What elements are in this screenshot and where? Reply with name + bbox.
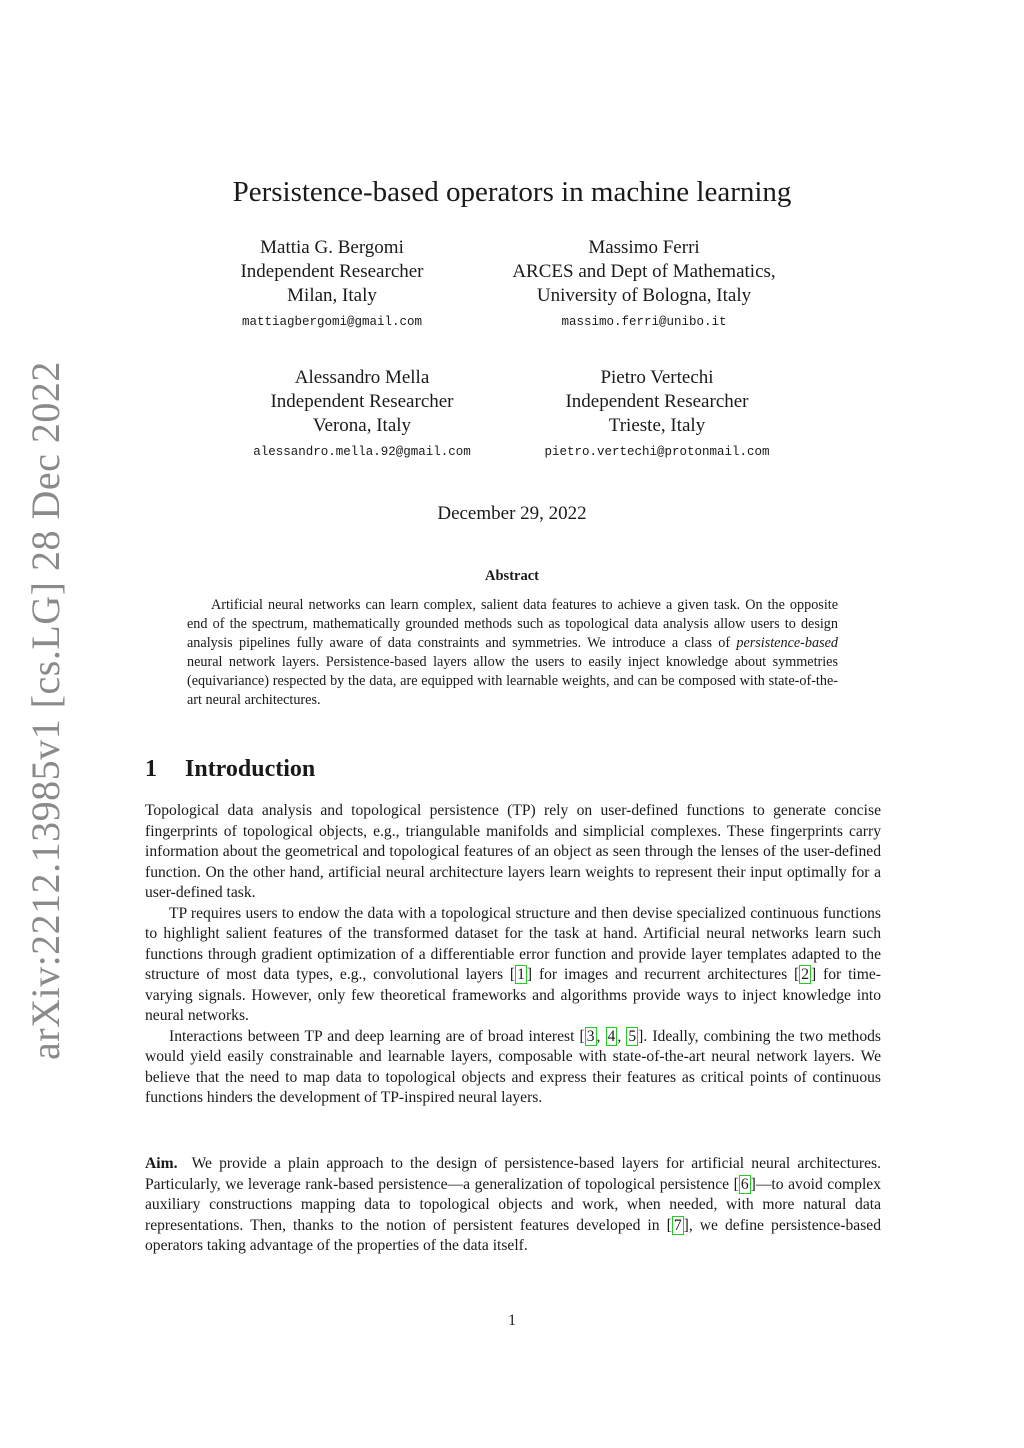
paragraph-2: TP requires users to endow the data with a topological structure and then devise specialized continuous functions to highlight salient features of the transformed dataset for the task at hand. Artificial neural networks learn such functions through gradient optimization of a differentiable error function and provide layer templates adapted to the structure of most data types, e.g., convolutional layers [ 1 ] for images and recurrent architectures [ 2 ] for time-varying signals. However, only few theoretical frameworks and algorithms provide ways to inject knowledge into neural networks. [145,904,881,1024]
abstract-text-part: Artificial neural networks can learn complex, salient data features to achieve a given task. On the opposite end of the spectrum, mathematically grounded methods such as topological data analysis allow users to design analysis pipelines fully aware of data constraints and symmetries. We introduce a class of [187,597,838,651]
aim-paragraph [145,1154,885,1257]
publication-date: December 29, 2022 [437,503,587,524]
citation-link[interactable]: 4 [607,1027,616,1045]
author-name: Massimo Ferri [588,237,700,258]
text-run: Interactions between TP and deep learning are of broad interest [ [169,1027,585,1045]
author-email[interactable]: massimo.ferri@unibo.it [561,315,727,329]
citation-link[interactable]: 1 [517,966,525,983]
author-email[interactable]: pietro.vertechi@protonmail.com [544,445,770,459]
paragraph-label: Aim. [145,1155,178,1172]
abstract-text [187,596,838,710]
section-number: 1 [145,756,157,782]
page-number: 1 [508,1312,516,1329]
text-run: for time-varying signals. However, only few theoretical frameworks and algorithms provide ways to inject knowledge into neural networks. [145,966,881,1024]
paper-title: Persistence-based operators in machine learning [232,176,792,208]
citation-link[interactable]: 5 [628,1027,637,1045]
author-location: Verona, Italy [312,415,412,436]
author-affiliation: Independent Researcher [270,391,454,412]
section-heading [145,756,315,783]
citation-link[interactable]: 7 [673,1216,682,1234]
separator: , [617,1027,627,1045]
author-location: University of Bologna, Italy [536,285,752,306]
text-run: —to avoid complex auxiliary constructions mapping data to topological objects and work, when needed, with more natural data representations. Then, thanks to the notion of persistent features developed in [145,1175,881,1234]
author-name: Pietro Vertechi [600,367,714,388]
author-block-3 [232,366,492,464]
author-email[interactable]: alessandro.mella.92@gmail.com [253,445,471,459]
citation-link[interactable]: 6 [740,1175,749,1193]
introduction-body [145,801,881,1109]
text-run: , we define persistence-based operators taking advantage of the properties of the data itself. [145,1216,881,1254]
author-name: Mattia G. Bergomi [260,237,404,258]
citation-link[interactable]: 2 [801,966,809,983]
separator: , [596,1027,606,1045]
author-affiliation: Independent Researcher [565,391,749,412]
paragraph-1: Topological data analysis and topological persistence (TP) rely on user-defined functions to generate concise fingerprints of topological objects, e.g., triangulable manifolds and simplicial complexes. These fingerprints carry information about the geometrical and topological features of an object as seen through the lenses of the user-defined function. On the other hand, artificial neural architecture layers learn weights to represent their input optimally for a user-defined task. [145,802,881,901]
paragraph-3 [145,1027,881,1109]
arxiv-identifier-stamp: arXiv:2212.13985v1 [cs.LG] 28 Dec 2022 [23,361,68,1060]
paragraph-4: Aim. We provide a plain approach to the design of persistence-based layers for artificial neural architectures. Particularly, we leverage rank-based persistence—a generalization of topological persistence [ 6 ]—to avoid complex auxiliary constructions mapping data to topological objects and work, when needed, with more natural data representations. Then, thanks to the notion of persistent features developed in [ 7 ], we define persistence-based operators taking advantage of the properties of the data itself. [145,1155,885,1254]
citation-link[interactable]: 3 [586,1027,595,1045]
text-run: ]. Ideally, combining the two methods would yield easily constrainable and learnable layers, composable with state-of-the-art neural network layers. We believe that the need to map data to topological objects and express their features as critical points of continuous functions hinders the development of TP-inspired neural layers. [145,1027,881,1106]
author-block-2 [484,236,804,334]
abstract-heading: Abstract [485,568,539,584]
text-run: for images and recurrent architectures [532,966,794,983]
text-run: We provide a plain approach to the design of persistence-based layers for artificial neural architectures. Particularly, we leverage rank-based persistence—a generalization of topological persistence [145,1155,885,1193]
author-block-1 [212,236,452,334]
text-run: TP requires users to endow the data with a topological structure and then devise specialized continuous functions to highlight salient features of the transformed dataset for the task at hand. Artificial neural networks learn such functions through gradient optimization of a differentiable error function and provide layer templates adapted to the structure of most data types, e.g., convolutional layers [145,904,881,983]
author-affiliation: ARCES and Dept of Mathematics, [512,261,776,282]
author-location: Milan, Italy [287,285,377,306]
section-title: Introduction [185,756,316,782]
author-affiliation: Independent Researcher [240,261,424,282]
author-location: Trieste, Italy [608,415,706,436]
author-block-4 [522,366,792,464]
abstract-text-part: neural network layers. Persistence-based layers allow the users to easily inject knowledge about symmetries (equivariance) respected by the data, are equipped with learnable weights, and can be composed with state-of-the-art neural architectures. [187,654,838,708]
abstract-emphasis: persistence-based [736,635,838,651]
author-name: Alessandro Mella [294,367,430,388]
author-email[interactable]: mattiagbergomi@gmail.com [241,315,423,329]
